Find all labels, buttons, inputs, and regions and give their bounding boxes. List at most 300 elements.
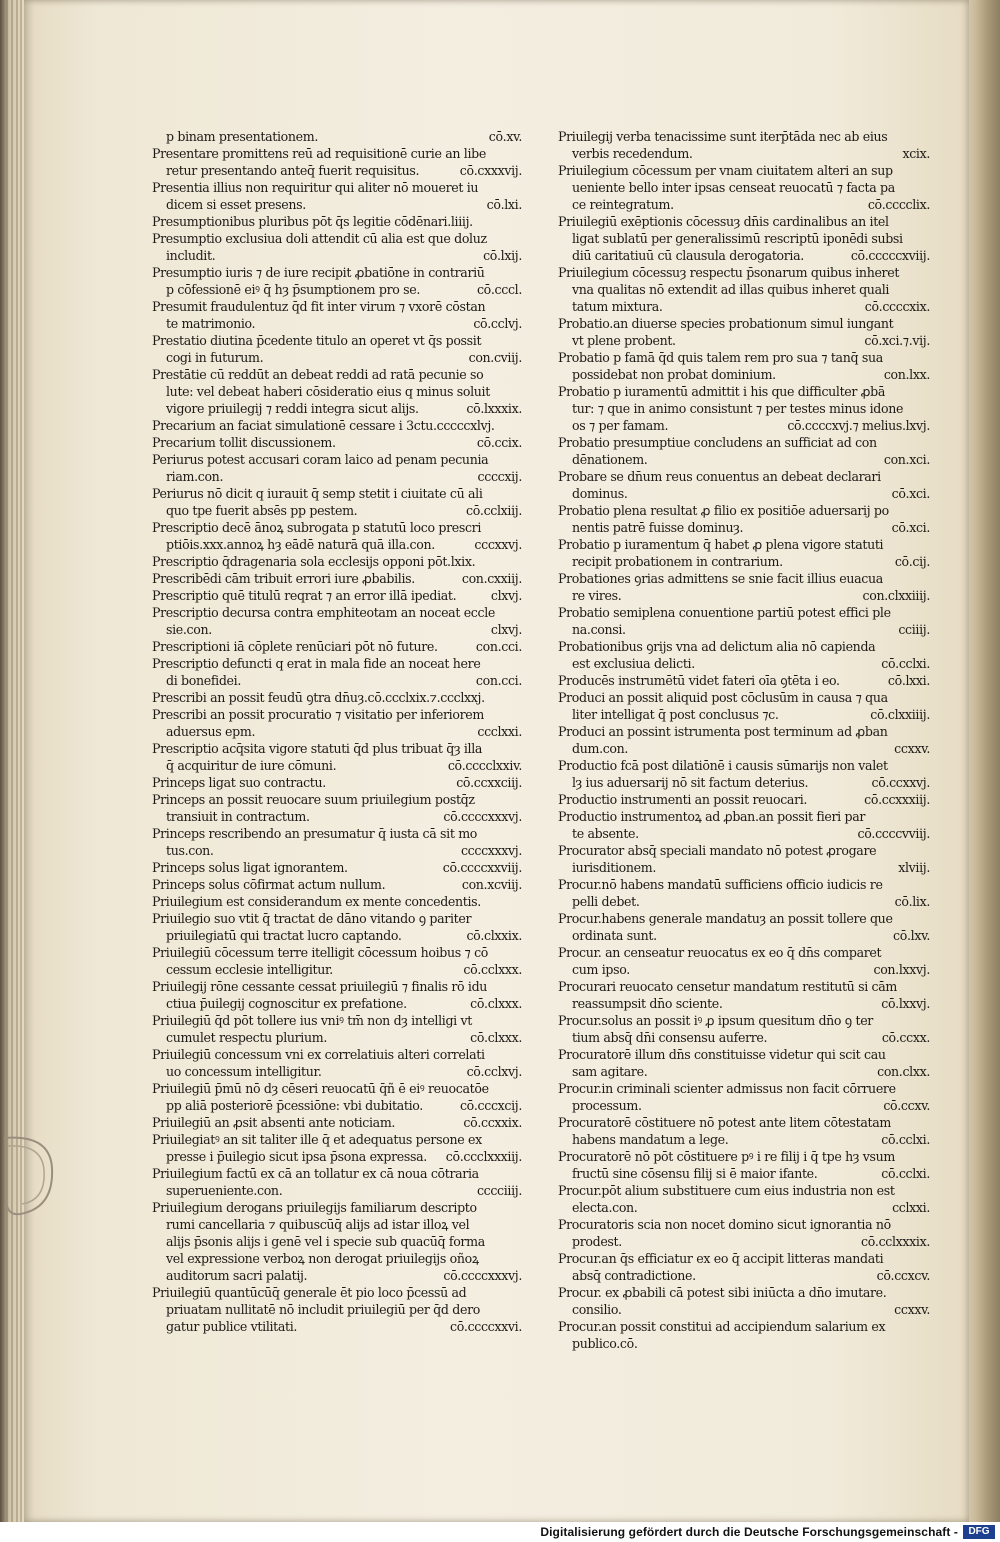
index-line [152,774,522,791]
index-line [558,366,930,383]
index-line-reference: con.xcviij. [461,877,522,892]
index-line [558,179,930,196]
index-line-text: nentis patrē fuisse dominuȝ. [572,520,744,535]
index-line [558,1063,930,1080]
index-line-reference: cō.cclxiij. [466,503,522,518]
index-line-text: Procur.solus an possit iꝰ ꝓ ipsum quesitum dn̄o ꝯ ter [558,1013,873,1028]
index-line [558,1029,930,1046]
index-line-reference: xcix. [902,146,930,161]
index-line [152,638,522,655]
index-line-text: Procur.in criminali scienter admissus non facit cōrruere [558,1081,896,1096]
index-line-reference: cccciiij. [476,1183,522,1198]
dfg-logo: DFG [963,1525,995,1539]
index-line [152,859,522,876]
index-line-reference: cō.ccxxix. [463,1115,522,1130]
index-line-text: te matrimonio. [166,316,256,331]
index-line-reference: cō.lxv. [893,928,930,943]
index-line [152,587,522,604]
index-line-text: transiuit in contractum. [166,809,310,824]
index-line-text: Priuilegium factū ex cā an tollatur ex cā noua cōtraria [152,1166,479,1181]
index-line [558,145,930,162]
index-line-text: consilio. [572,1302,622,1317]
index-line [152,1148,522,1165]
index-line-text: ueniente bello inter ipsas censeat reuocatū ⁊ facta pa [572,180,895,195]
index-line-text: tatum mixtura. [572,299,663,314]
index-line [152,910,522,927]
index-line-text: Prestatio diutina p̄cedente titulo an operet vt q̄s possit [152,333,482,348]
index-line-text: possidebat non probat dominium. [572,367,776,382]
index-line [152,179,522,196]
index-line [558,281,930,298]
index-line-reference: cō.ccclxxxiij. [445,1149,522,1164]
index-line-text: Presumptionibus pluribus pōt q̄s legitie cōdēnari.liiij. [152,214,473,229]
index-line-reference: con.lxxvj. [873,962,930,977]
index-line-text: Presumptio exclusiua doli attendit cū alia est que doluz [152,231,487,246]
index-line [558,519,930,536]
index-line [152,842,522,859]
index-line-reference: cō.lxxi. [887,673,930,688]
index-line-text: Producēs instrumētū videt fateri oīa ꝯtēta i eo. [558,673,840,688]
index-line-reference: cō.cclxvj. [466,1064,522,1079]
index-line-text: presse i p̄uilegio sicut ipsa p̄sona expressa. [166,1149,427,1164]
index-line-text: priuilegiatū qui tractat lucro captando. [166,928,402,943]
index-line-text: Periurus potest accusari coram laico ad penam pecunia [152,452,489,467]
index-line [152,740,522,757]
index-line [558,604,930,621]
index-line [152,315,522,332]
index-line [558,689,930,706]
index-line-text: Probationes ꝯrias admittens se snie facit illius euacua [558,571,883,586]
index-line-text: Presentare promittens reū ad requisitionē curie an libe [152,146,486,161]
index-line [152,1012,522,1029]
index-line-text: Procuratorē nō pōt cōstituere pꝰ i re filij i q̄ tpe hȝ vsum [558,1149,895,1164]
index-line-reference: cō.cxxxvij. [459,163,522,178]
index-line-text: recipit probationem in contrarium. [572,554,783,569]
index-line-text: riam.con. [166,469,224,484]
index-line-reference: cō.ccxxvj. [871,775,930,790]
index-line [152,1318,522,1335]
index-line [558,876,930,893]
index-line [558,553,930,570]
index-line-text: Prescriptio quē titulū reqrat ⁊ an error illā ipediat. [152,588,457,603]
index-line [558,910,930,927]
index-line-reference: cō.clxxx. [470,1030,522,1045]
index-line-reference: cō.ccccvviij. [857,826,930,841]
index-line-text: superueniente.con. [166,1183,283,1198]
index-line [558,349,930,366]
index-line-text: absq̄ contradictione. [572,1268,696,1283]
index-line [152,655,522,672]
index-line-text: Probare se dn̄um reus conuentus an debeat declarari [558,469,881,484]
index-line [558,536,930,553]
index-line-text: aduersus epm. [166,724,256,739]
index-line-text: Procur.an q̄s efficiatur ex eo q̄ accipit litteras mandati [558,1251,884,1266]
index-line [152,264,522,281]
index-line-reference: cō.ccccxxxvj. [443,809,522,824]
index-line-text: Probationibus ꝯrijs vna ad delictum alia nō capienda [558,639,876,654]
index-line-text: vel expressione verboꝝ non derogat priuilegijs oñoꝝ [166,1251,479,1266]
index-line-reference: con.cviij. [468,350,522,365]
index-line-reference: cō.lxij. [483,248,522,263]
index-line-reference: cō.cclvj. [473,316,522,331]
index-line [152,1131,522,1148]
index-line [152,570,522,587]
index-line [558,587,930,604]
index-line-text: di bonefidei. [166,673,241,688]
index-line-reference: con.xci. [883,452,930,467]
index-line [152,995,522,1012]
index-line-reference: cō.ccxcv. [876,1268,930,1283]
index-line-reference: clxvj. [490,588,522,603]
index-line-reference: cō.xv. [488,129,522,144]
index-line-text: Presumit fraudulentuz q̄d fit inter virum ⁊ vxorē cōstan [152,299,486,314]
index-line-reference: cccxxvj. [474,537,522,552]
index-line-text: processum. [572,1098,642,1113]
index-line [558,774,930,791]
index-line-reference: con.lxx. [883,367,930,382]
index-line-reference: cō.lxxxix. [466,401,522,416]
index-line [152,536,522,553]
index-line [558,128,930,145]
index-line-text: Probatio p iuramentum q̄ habet ꝓ plena vigore statuti [558,537,884,552]
index-line-reference: cō.clxxx. [470,996,522,1011]
index-line-text: fructū sine cōsensu filij si ē maior ifante. [572,1166,818,1181]
index-line-reference: cō.ccccxvj.⁊ melius.lxvj. [787,418,930,433]
index-line-reference: ccccxij. [477,469,522,484]
index-line [152,196,522,213]
index-line-text: publico.cō. [572,1336,638,1351]
index-line [558,740,930,757]
index-line-text: Priuilegij rōne cessante cessat priuilegiū ⁊ finalis rō idu [152,979,488,994]
index-line [152,672,522,689]
index-line [152,1165,522,1182]
index-line-text: alijs p̄sonis alijs i genē vel i specie sub quacūq̄ forma [166,1234,485,1249]
index-line-text: sie.con. [166,622,212,637]
index-line-text: os ⁊ per famam. [572,418,669,433]
index-line [558,978,930,995]
index-line-text: dēnationem. [572,452,648,467]
index-line [558,570,930,587]
index-line-text: quo tpe fuerit absēs pp pestem. [166,503,358,518]
index-line-text: Priuilegiū exēptionis cōcessuȝ dn̄is cardinalibus an itel [558,214,889,229]
index-line-reference: cō.cclxi. [881,1132,930,1147]
index-line [152,961,522,978]
page-edge [16,0,18,1522]
index-line [152,298,522,315]
index-line-text: Priuilegium cōcessuȝ respectu p̄sonarum quibus inheret [558,265,900,280]
index-line [558,1165,930,1182]
index-line [558,1199,930,1216]
index-line-text: priuatam nullitatē nō includit priuilegiū per q̄d dero [166,1302,480,1317]
index-line [558,1097,930,1114]
index-line-reference: cō.lxi. [486,197,522,212]
index-line-text: Prescribi an possit procuratio ⁊ visitatio per inferiorem [152,707,484,722]
index-line [558,1216,930,1233]
page-edge [6,0,8,1522]
index-line [558,468,930,485]
index-line-reference: con.cci. [475,673,522,688]
index-line-text: liter intelligat q̄ post conclusus ⁊c. [572,707,779,722]
index-line-reference: cō.clxxix. [466,928,522,943]
index-line-text: Prescribēdi cām tribuit errori iure ꝓbabilis. [152,571,415,586]
index-line-text: Procur.pōt alium substituere cum eius industria non est [558,1183,895,1198]
index-line [558,706,930,723]
index-line-reference: cciiij. [898,622,930,637]
index-line-text: habens mandatum a lege. [572,1132,729,1147]
index-line [152,400,522,417]
index-line-text: ce reintegratum. [572,197,674,212]
index-line [558,1301,930,1318]
index-line [152,1301,522,1318]
index-line-text: Productio fcā post dilatiōnē i causis sūmarijs non valet [558,758,888,773]
index-line [558,1250,930,1267]
index-line-text: ordinata sunt. [572,928,657,943]
index-line-text: auditorum sacri palatij. [166,1268,308,1283]
index-line-reference: cō.lxxvj. [881,996,930,1011]
index-line-text: retur presentando anteq̄ fuerit requisitus. [166,163,420,178]
index-line-reference: ccxxv. [894,741,930,756]
index-line-text: Priuilegiū an ꝓsit absenti ante noticiam. [152,1115,396,1130]
index-line-text: tus.con. [166,843,214,858]
index-line-text: Prescriptio defuncti q erat in mala fide an noceat here [152,656,481,671]
index-line-reference: cō.cccccxviij. [850,248,930,263]
index-line-reference: cō.cclxxx. [463,962,522,977]
index-line-reference: cō.cclxi. [881,656,930,671]
index-line-text: ctiua p̄uilegij cognoscitur ex prefatione. [166,996,407,1011]
index-line-text: Priuilegium derogans priuilegijs familiarum descripto [152,1200,477,1215]
index-line [152,723,522,740]
index-line [152,944,522,961]
index-line-reference: cō.ccxxxiij. [864,792,930,807]
index-line-reference: cō.ccix. [476,435,522,450]
index-line [152,281,522,298]
index-line-text: Probatio presumptiue concludens an sufficiat ad con [558,435,877,450]
index-line-text: vt plene probent. [572,333,676,348]
index-line-text: Precarium tollit discussionem. [152,435,336,450]
index-line [152,451,522,468]
index-line-reference: cō.cccclix. [867,197,930,212]
index-line-reference: cō.xci. [891,520,930,535]
index-line [152,1216,522,1233]
index-line-text: cessum ecclesie intelligitur. [166,962,333,977]
index-line-text: lȝ ius aduersarij nō sit factum deterius. [572,775,809,790]
index-line [558,723,930,740]
index-line-reference: cclxxi. [892,1200,930,1215]
index-line [558,1318,930,1335]
index-line [558,383,930,400]
index-line [558,315,930,332]
index-line [558,502,930,519]
index-line [558,451,930,468]
index-line [558,791,930,808]
index-line [152,1046,522,1063]
index-line [152,791,522,808]
index-line-reference: cō.ccxxciij. [456,775,522,790]
index-line-text: Presentia illius non requiritur qui aliter nō moueret iu [152,180,479,195]
index-line-text: Princeps an possit reuocare suum priuilegium postq̄z [152,792,475,807]
page-edge [20,0,22,1522]
index-line-text: tium absq̄ dn̄i consensu auferre. [572,1030,768,1045]
index-line-text: Prescribi an possit feudū ꝯtra dn̄uȝ.cō.ccclxix.⁊.ccclxxj. [152,690,485,705]
index-line [152,604,522,621]
index-line-text: Prescriptio q̄dragenaria sola ecclesijs opponi pōt.lxix. [152,554,476,569]
index-line-text: Periurus nō dicit q iurauit q̄ semp stetit i ciuitate cū ali [152,486,483,501]
index-line-reference: con.cci. [475,639,522,654]
index-line [558,264,930,281]
index-line-text: Procuratorē illum dn̄s constituisse videtur qui scit cau [558,1047,886,1062]
index-line [152,978,522,995]
page-edge [11,0,13,1522]
index-line [558,927,930,944]
index-line-reference: cō.cccxcij. [459,1098,522,1113]
index-line-text: Precarium an faciat simulationē cessare i 3ctu.cccccxlvj. [152,418,495,433]
footer-bar [0,1522,1000,1542]
index-line-text: Probatio plena resultat ꝓ filio ex positiōe aduersarij po [558,503,889,518]
index-line [152,145,522,162]
index-line-reference: con.clxx. [877,1064,930,1079]
index-line-text: Priuilegiū cōcessum terre itelligit cōcessum hoibus ⁊ cō [152,945,489,960]
index-line-text: Procurari reuocato censetur mandatum restitutū si cām [558,979,897,994]
index-line-text: gatur publice vtilitati. [166,1319,298,1334]
index-line [558,417,930,434]
index-line [152,876,522,893]
index-line-text: pp aliā posteriorē p̄cessiōne: vbi dubitatio. [166,1098,423,1113]
index-line [152,689,522,706]
index-line-text: Priuilegium cōcessum per vnam ciuitatem alteri an sup [558,163,893,178]
index-line-reference: cō.cccl. [476,282,522,297]
index-line-text: dicem si esset presens. [166,197,306,212]
index-line-reference: ccccxxxvj. [460,843,522,858]
index-line-text: Princeps ligat suo contractu. [152,775,326,790]
index-line [558,1114,930,1131]
index-line [558,485,930,502]
index-line [152,247,522,264]
index-line [152,553,522,570]
index-line-text: Procuratoris scia non nocet domino sicut ignorantia nō [558,1217,891,1232]
index-line-text: Priuilegiū p̄mū nō dȝ cēseri reuocatū q̄ñ ē eiꝰ reuocatōe [152,1081,489,1096]
index-line-text: electa.con. [572,1200,638,1215]
index-line-text: Prescriptio decē ānoꝝ subrogata p statutū loco prescri [152,520,482,535]
index-line-text: Priuilegiū quantūcūq̄ generale ēt pio loco p̄cessū ad [152,1285,467,1300]
index-line [558,995,930,1012]
index-line-text: ptiōis.xxx.annoꝝ hȝ eādē naturā quā illa.con. [166,537,435,552]
index-line [152,1080,522,1097]
index-line-text: prodest. [572,1234,622,1249]
index-line-text: Probatio.an diuerse species probationum simul iungant [558,316,894,331]
index-line-text: Princeps solus cōfirmat actum nullum. [152,877,386,892]
index-line-reference: cō.cij. [894,554,930,569]
index-line-text: vigore priuilegij ⁊ reddi integra sicut alijs. [166,401,419,416]
index-line [558,1012,930,1029]
index-line-text: verbis recedendum. [572,146,693,161]
index-line-reference: cō.ccccxix. [864,299,930,314]
index-line [152,927,522,944]
index-line-reference: cō.xci. [891,486,930,501]
index-line-text: est exclusiua delicti. [572,656,695,671]
index-line [152,213,522,230]
index-line [152,230,522,247]
index-line-text: Probatio p iuramentū admittit i his que difficulter ꝓbā [558,384,885,399]
index-line [558,298,930,315]
index-line-text: Priuilegiū q̄d pōt tollere ius vniꝰ tm̄ non dȝ intelligi vt [152,1013,472,1028]
index-line-reference: cō.ccccxxxvj. [443,1268,522,1283]
index-line [152,1250,522,1267]
index-line-text: Prescriptio acq̄sita vigore statuti q̄d plus tribuat q̄ȝ illa [152,741,483,756]
index-line [558,825,930,842]
index-line [152,1284,522,1301]
index-line-text: Probatio semiplena conuentione partiū potest effici ple [558,605,891,620]
index-line [152,383,522,400]
index-line [152,366,522,383]
index-line-text: cumulet respectu plurium. [166,1030,327,1045]
index-line-reference: xlviij. [898,860,930,875]
index-line-text: Priuilegium est considerandum ex mente concedentis. [152,894,481,909]
index-line-text: Productio instrumenti an possit reuocari. [558,792,808,807]
index-line [152,1114,522,1131]
index-line-text: Produci an possit aliquid post cōclusūm in causa ⁊ qua [558,690,888,705]
index-line [558,1335,930,1352]
index-line-text: reassumpsit dn̄o sciente. [572,996,723,1011]
index-line [558,332,930,349]
index-line-text: Procur.habens generale mandatuȝ an possit tollere que [558,911,893,926]
index-line-text: sam agitare. [572,1064,648,1079]
index-line [558,859,930,876]
index-column-right [558,128,930,1352]
index-line-text: Probatio p famā q̄d quis talem rem pro sua ⁊ tanq̄ sua [558,350,883,365]
index-line [558,1131,930,1148]
index-line [558,1182,930,1199]
index-line-text: rumi cancellaria ⁊ quibuscūq̄ alijs ad istar illoꝝ vel [166,1217,470,1232]
index-line-text: dominus. [572,486,628,501]
index-line-text: Prestātie cū reddūt an debeat reddi ad ratā pecunie so [152,367,484,382]
index-column-left [152,128,522,1335]
index-line [152,1063,522,1080]
index-line [558,961,930,978]
index-line [558,638,930,655]
index-line-text: ligat sublatū per generalissimū rescriptū iponēdi subsi [572,231,903,246]
index-line-reference: con.cxxiij. [461,571,522,586]
index-line [558,757,930,774]
index-line [558,162,930,179]
index-line-reference: cō.lix. [894,894,930,909]
index-line-reference: clxvj. [490,622,522,637]
index-line-text: lute: vel debeat haberi cōsideratio eius q minus soluit [166,384,490,399]
index-line [152,502,522,519]
index-line [152,1267,522,1284]
index-line-reference: cō.xci.⁊.vij. [864,333,930,348]
index-line [558,1080,930,1097]
index-line-text: p cōfessionē eiꝰ q̄ hȝ p̄sumptionem pro se. [166,282,421,297]
index-line [558,1148,930,1165]
index-line-reference: cō.ccxv. [883,1098,930,1113]
index-line [558,808,930,825]
index-line [152,621,522,638]
index-line [152,128,522,145]
index-line-text: dum.con. [572,741,629,756]
index-line-text: na.consi. [572,622,626,637]
index-line [152,349,522,366]
index-line [152,706,522,723]
index-line-text: uo concessum intelligitur. [166,1064,322,1079]
paper-clip-icon [0,1128,58,1224]
index-line-text: Procur. an censeatur reuocatus ex eo q̄ dn̄s comparet [558,945,882,960]
index-line [152,1233,522,1250]
index-line-text: Priuilegio suo vtit q̄ tractat de dāno vitando ꝯ pariter [152,911,472,926]
index-line-reference: cō.ccxx. [881,1030,930,1045]
index-line-text: Produci an possint istrumenta post terminum ad ꝓban [558,724,888,739]
index-line [558,672,930,689]
index-line [152,485,522,502]
